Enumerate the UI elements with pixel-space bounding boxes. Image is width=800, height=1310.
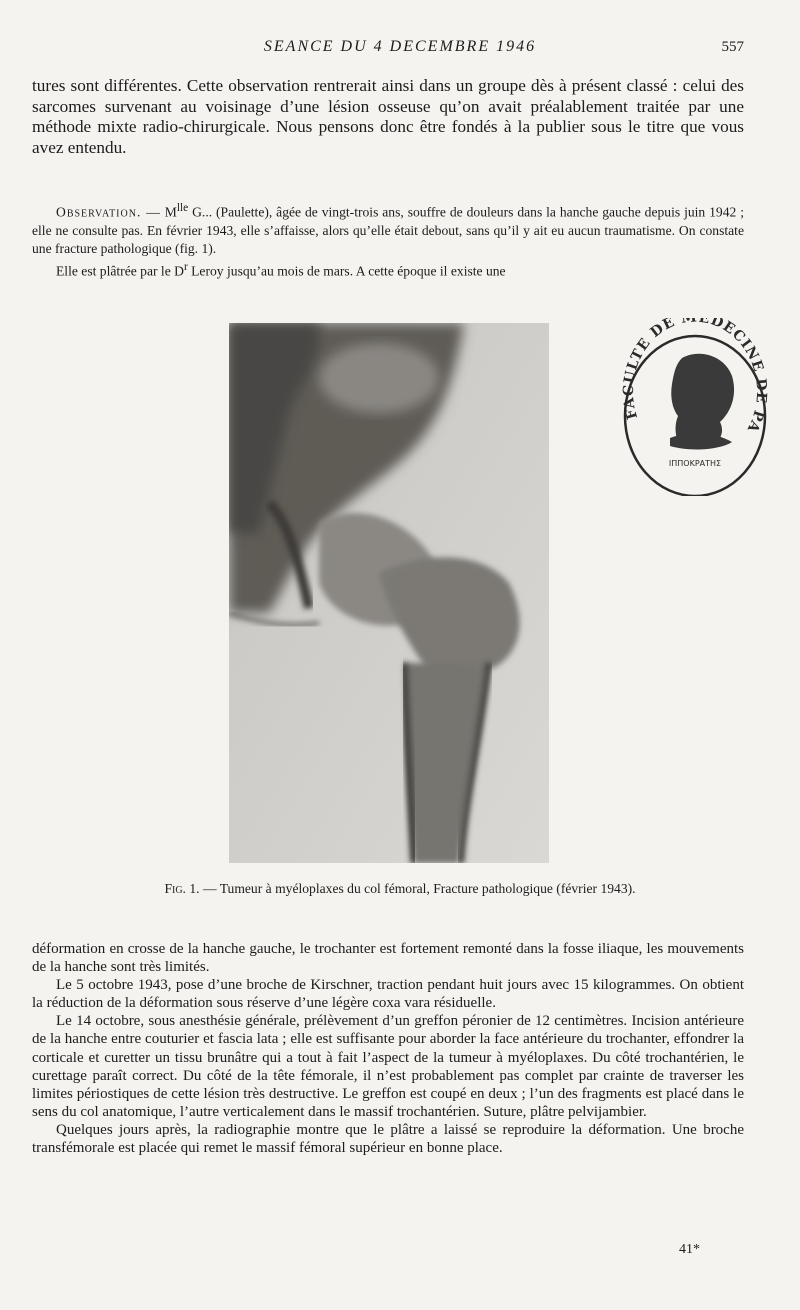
sheet-signature-mark: 41*: [679, 1242, 700, 1257]
stamp-inner-text: ΙΠΠΟΚΡΑΤΗΣ: [668, 459, 722, 468]
figure-caption-text: — Tumeur à myéloplaxes du col fémoral, Fracture pathologique (février 1943).: [199, 881, 636, 896]
figure-label: Fig. 1.: [164, 881, 200, 896]
intro-paragraph: tures sont différentes. Cette observation rentrerait ainsi dans un groupe dès à présent classé : celui des sarcomes survenant au voisinage d’une lésion osseuse qu’on avait préalablement traitée par une méthode mixte radio-chirurgicale. Nous pensons donc être fondés à la publier sous le titre que vous avez entendu.: [32, 76, 744, 157]
page-number: 557: [721, 39, 744, 55]
patient-prefix-sup: lle: [176, 202, 189, 214]
body-text: [32, 940, 744, 1157]
observation-paragraph-2: [32, 258, 744, 281]
obs-p2-post: Leroy jusqu’au mois de mars. A cette époque il existe une: [187, 263, 506, 279]
patient-prefix: M: [164, 204, 177, 220]
running-header: [0, 38, 800, 60]
body-paragraph-1: déformation en crosse de la hanche gauche, le trochanter est fortement remonté dans la fosse iliaque, les mouvements de la hanche sont très limités.: [32, 941, 744, 976]
observation-heading: Observation. —: [56, 204, 161, 220]
stamp-text: FACULTE DE EDECINE DE PA: [620, 318, 770, 436]
running-title: SEANCE DU 4 DECEMBRE 1946: [263, 38, 537, 55]
observation-text: G... (Paulette), âgée de vingt-trois ans, souffre de douleurs dans la hanche gauche depuis juin 1942 ; elle ne consulte pas. En février 1943, elle s’affaisse, alors qu’elle était debout, sans qu’il y ait eu aucun traumatisme. On constate une fracture pathologique (fig. 1).: [32, 204, 744, 256]
obs-p2-pre: Elle est plâtrée par le D: [56, 263, 184, 279]
body-paragraph-4: Quelques jours après, la radiographie montre que le plâtre a laissé se reproduire la déformation. Une broche transfémorale est placée qui remet le massif fémoral supérieur en bonne place.: [32, 1121, 744, 1157]
figure-caption: [0, 881, 800, 897]
radiograph-image: [229, 323, 549, 863]
library-stamp: [620, 318, 770, 496]
observation-paragraph: [32, 199, 744, 258]
body-paragraph-3: Le 14 octobre, sous anesthésie générale, prélèvement d’un greffon péronier de 12 centimètres. Incision antérieure de la hanche entre couturier et fascia lata ; elle est suffisante pour aborder la face antérieure du trochanter, effondrer la corticale et curetter un tissu brunâtre qui a tout à fait l’aspect de la tumeur à myéloplaxes. Du côté trochantérien, le curettage paraît correct. Du côté de la tête fémorale, il n’est probablement pas complet par crainte de traverser les limites périostiques de cette lésion très destructive. Le greffon est coupé en deux ; l’un des fragments est placé dans le sens du col anatomique, l’autre verticalement dans le massif trochantérien. Suture, plâtre pelvijambier.: [32, 1013, 744, 1120]
body-paragraph-2: Le 5 octobre 1943, pose d’une broche de Kirschner, traction pendant huit jours avec 15 kilogrammes. On obtient la réduction de la déformation sous réserve d’une légère coxa vara résiduelle.: [32, 977, 744, 1012]
obs-p2-sup: r: [183, 261, 188, 274]
observation-section: [32, 199, 744, 281]
